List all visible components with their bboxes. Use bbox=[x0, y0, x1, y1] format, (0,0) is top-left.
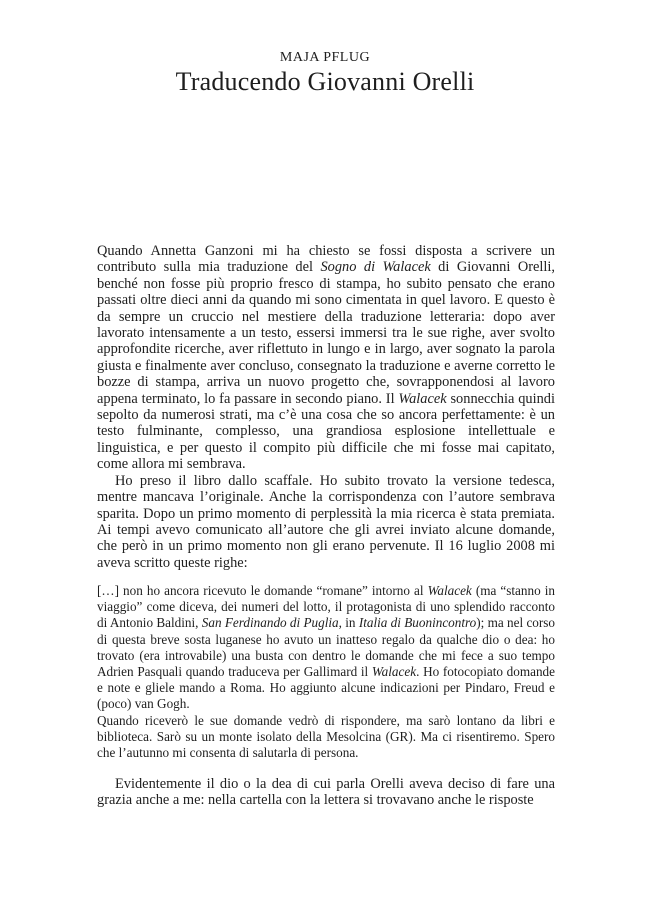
paragraph-1-text-c: sonnecchia quindi sepolto da numerosi strati, ma c’è una cosa che so ancora perfettamente: è un testo fulminante, complesso, una grandiosa esplosione intellettuale e linguistica, e per questo il compito più difficile che mi fosse mai capitato, come allora mi sembrava. bbox=[97, 390, 555, 473]
quote-paragraph-1 bbox=[97, 583, 555, 713]
quote-title-italia: Italia di Buonincontro bbox=[358, 615, 477, 631]
quote-text-e: . Ho fotocopiato domande e note e gliele mando a Roma. Ho aggiunto alcune indicazioni per Pindaro, Freud e (poco) van Gogh. bbox=[97, 664, 556, 712]
quote-text-a: […] non ho ancora ricevuto le domande “romane” intorno al bbox=[97, 583, 428, 598]
quote-title-san-ferdinando: San Ferdinando di Puglia bbox=[201, 615, 339, 631]
paragraph-1-text-a: Quando Annetta Ganzoni mi ha chiesto se fossi disposta a scrivere un contributo sulla mia traduzione del bbox=[97, 243, 555, 276]
author-name: MAJA PFLUG bbox=[279, 50, 371, 65]
paragraph-3: Evidentemente il dio o la dea di cui parla Orelli aveva deciso di fare una grazia anche a me: nella cartella con la lettera si trovavano anche le risposte bbox=[97, 776, 555, 809]
book-title-walacek-dream: Sogno di Walacek bbox=[320, 259, 431, 276]
quote-text-c: , in bbox=[338, 615, 359, 631]
paragraph-2: Ho preso il libro dallo scaffale. Ho subito trovato la versione tedesca, mentre mancava l’originale. Anche la corrispondenza con l’autore sembrava sparita. Dopo un primo momento di perplessità la mia ricerca è stata premiata. Ai tempi avevo comunicato all’autore che gli avrei inviato alcune domande, che però in un primo momento non gli erano pervenute. Il 16 luglio 2008 mi aveva scritto queste righe: bbox=[97, 472, 555, 571]
quote-text-b: (ma “stanno in viaggio” come diceva, dei numeri del lotto, il protagonista di uno splendido racconto di Antonio Baldini, bbox=[97, 583, 555, 631]
quote-paragraph-2: Quando riceverò le sue domande vedrò di rispondere, ma sarò lontano da libri e biblioteca. Sarò su un monte isolato della Mesolcina (GR). Ma ci risentiremo. Spero che l’autunno mi consenta di salutarla di persona. bbox=[97, 712, 555, 761]
quote-title-walacek-2: Walacek bbox=[371, 664, 417, 680]
letter-quote bbox=[97, 583, 555, 761]
body-text-block-1 bbox=[97, 243, 555, 571]
paragraph-1-text-b: di Giovanni Orelli, benché non fosse più proprio fresco di stampa, ho subito pensato che erano passati oltre dieci anni da quando mi sono cimentata in quel lavoro. E questo è da sempre un cruccio nel mestiere della traduzione letteraria: dopo aver lavorato intensamente a un testo, essersi immersi tra le sue righe, aver svolto approfondite ricerche, aver riflettuto in lungo e in largo, aver sognato la parola giusta e finalmente aver concluso, consegnato la traduzione e averne corretto le bozze di stampa, arriva un nuovo progetto che, sovrapponendosi al lavoro appena terminato, lo fa passare in secondo piano. Il bbox=[97, 259, 555, 407]
body-text-block-2 bbox=[97, 776, 555, 809]
paragraph-1 bbox=[97, 243, 555, 473]
quote-text-d: ); ma nel corso di questa breve sosta luganese ho avuto un inatteso regalo da qualche dio o dea: ho trovato (era introvabile) una busta con dentro le domande che mi fece a suo tempo Adrien Pasquali quando traduceva per Gallimard il bbox=[97, 615, 556, 680]
chapter-title: Traducendo Giovanni Orelli bbox=[175, 67, 475, 96]
quote-title-walacek: Walacek bbox=[427, 583, 472, 598]
book-title-walacek: Walacek bbox=[398, 390, 447, 407]
